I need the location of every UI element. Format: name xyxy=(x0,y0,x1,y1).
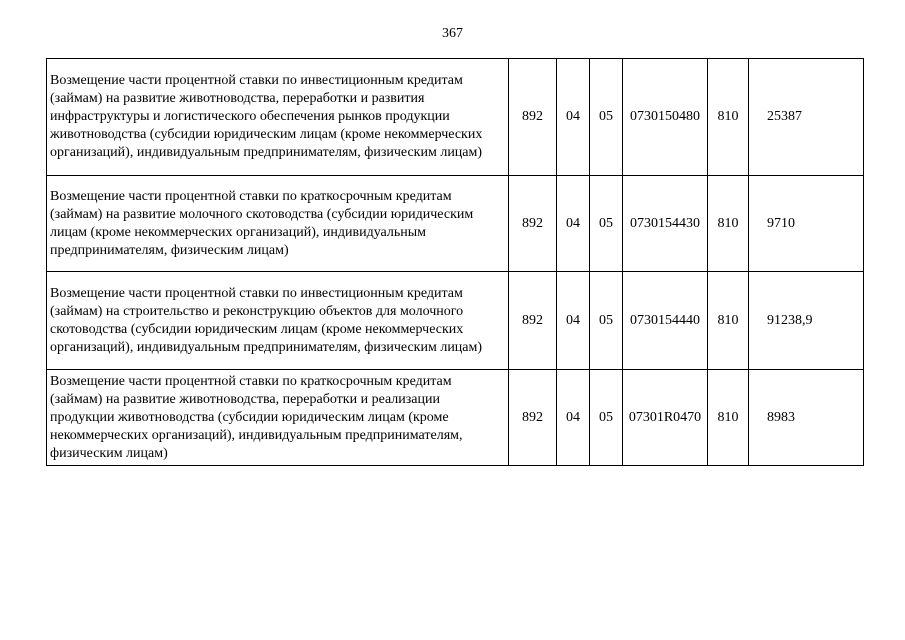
table-row xyxy=(47,272,864,370)
section-code: 04 xyxy=(557,176,590,272)
subsection-code: 05 xyxy=(590,370,623,466)
target-article-code: 0730150480 xyxy=(623,59,708,176)
table-row xyxy=(47,59,864,176)
target-article-code: 0730154440 xyxy=(623,272,708,370)
section-code: 04 xyxy=(557,272,590,370)
row-description: Возмещение части процентной ставки по инвестиционным кредитам (займам) на развитие животноводства, переработки и развития инфраструктуры и логистического обеспечения рынков продукции животноводства (субсидии юридическим лицам (кроме некоммерческих организаций), индивидуальным предпринимателям, физическим лицам) xyxy=(47,59,509,176)
target-article-code: 07301R0470 xyxy=(623,370,708,466)
table-row xyxy=(47,176,864,272)
subsection-code: 05 xyxy=(590,59,623,176)
budget-table xyxy=(46,58,864,466)
amount: 25387 xyxy=(749,59,864,176)
expense-type-code: 810 xyxy=(708,59,749,176)
subsection-code: 05 xyxy=(590,272,623,370)
row-description: Возмещение части процентной ставки по краткосрочным кредитам (займам) на развитие животноводства, переработки и реализации продукции животноводства (субсидии юридическим лицам (кроме некоммерческих организаций), индивидуальным предпринимателям, физическим лицам) xyxy=(47,370,509,466)
row-description: Возмещение части процентной ставки по краткосрочным кредитам (займам) на развитие молочного скотоводства (субсидии юридическим лицам (кроме некоммерческих организаций), индивидуальным предпринимателям, физическим лицам) xyxy=(47,176,509,272)
table-row xyxy=(47,370,864,466)
ministry-code: 892 xyxy=(509,272,557,370)
row-description: Возмещение части процентной ставки по инвестиционным кредитам (займам) на строительство и реконструкцию объектов для молочного скотоводства (субсидии юридическим лицам (кроме некоммерческих организаций), индивидуальным предпринимателям, физическим лицам) xyxy=(47,272,509,370)
target-article-code: 0730154430 xyxy=(623,176,708,272)
subsection-code: 05 xyxy=(590,176,623,272)
ministry-code: 892 xyxy=(509,59,557,176)
amount: 91238,9 xyxy=(749,272,864,370)
section-code: 04 xyxy=(557,370,590,466)
ministry-code: 892 xyxy=(509,370,557,466)
page-number: 367 xyxy=(442,26,463,41)
expense-type-code: 810 xyxy=(708,176,749,272)
ministry-code: 892 xyxy=(509,176,557,272)
section-code: 04 xyxy=(557,59,590,176)
amount: 9710 xyxy=(749,176,864,272)
expense-type-code: 810 xyxy=(708,370,749,466)
expense-type-code: 810 xyxy=(708,272,749,370)
amount: 8983 xyxy=(749,370,864,466)
